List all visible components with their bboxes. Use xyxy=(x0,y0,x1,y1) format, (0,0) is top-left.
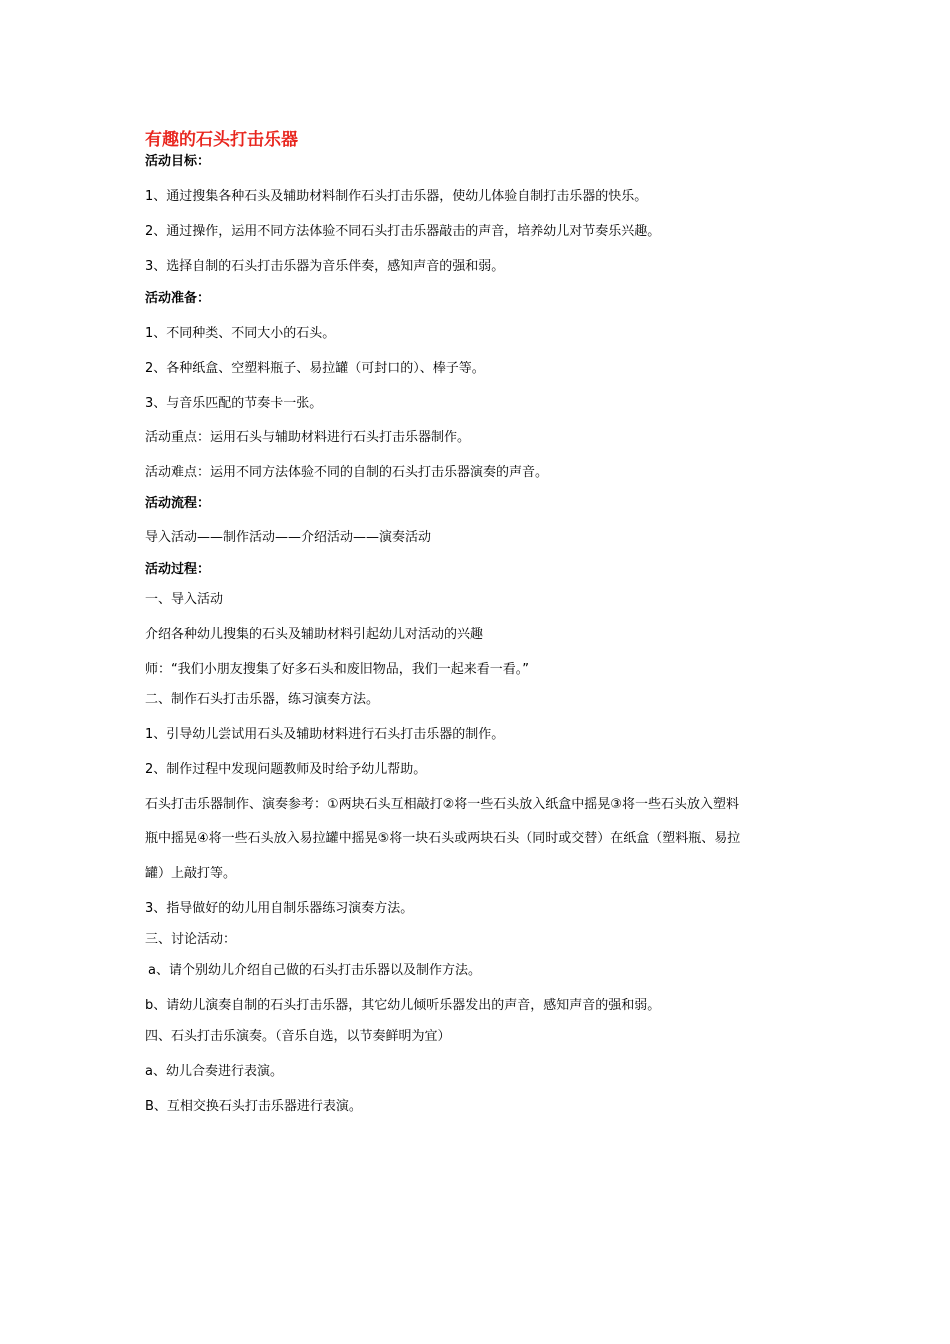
goal-3: 3、选择自制的石头打击乐器为音乐伴奏，感知声音的强和弱。 xyxy=(145,259,505,274)
section-2-reference-line-2: 瓶中摇晃④将一些石头放入易拉罐中摇晃⑤将一块石头或两块石头（同时或交替）在纸盒（塑料瓶、易拉 xyxy=(145,831,741,846)
section-2-item-1: 1、引导幼儿尝试用石头及辅助材料进行石头打击乐器的制作。 xyxy=(145,727,505,742)
section-4-item-b: B、互相交换石头打击乐器进行表演。 xyxy=(145,1099,362,1114)
heading-process: 活动过程： xyxy=(145,562,211,577)
difficult-point: 活动难点：运用不同方法体验不同的自制的石头打击乐器演奏的声音。 xyxy=(145,465,549,480)
key-point: 活动重点：运用石头与辅助材料进行石头打击乐器制作。 xyxy=(145,430,471,445)
section-1-quote: 师：“我们小朋友搜集了好多石头和废旧物品，我们一起来看一看。” xyxy=(145,662,529,677)
goal-1: 1、通过搜集各种石头及辅助材料制作石头打击乐器，使幼儿体验自制打击乐器的快乐。 xyxy=(145,189,648,204)
preparation-3: 3、与音乐匹配的节奏卡一张。 xyxy=(145,396,323,411)
section-1-text: 介绍各种幼儿搜集的石头及辅助材料引起幼儿对活动的兴趣 xyxy=(145,627,484,642)
preparation-1: 1、不同种类、不同大小的石头。 xyxy=(145,326,336,341)
section-1-heading: 一、导入活动 xyxy=(145,592,224,607)
heading-flow: 活动流程： xyxy=(145,496,211,511)
heading-goals: 活动目标： xyxy=(145,154,211,169)
preparation-2: 2、各种纸盒、空塑料瓶子、易拉罐（可封口的）、棒子等。 xyxy=(145,361,485,376)
section-2-heading: 二、制作石头打击乐器，练习演奏方法。 xyxy=(145,692,380,707)
section-3-item-a: a、请个别幼儿介绍自己做的石头打击乐器以及制作方法。 xyxy=(148,963,481,978)
flow-text: 导入活动——制作活动——介绍活动——演奏活动 xyxy=(145,530,432,545)
goal-2: 2、通过操作，运用不同方法体验不同石头打击乐器敲击的声音，培养幼儿对节奏乐兴趣。 xyxy=(145,224,661,239)
section-4-item-a: a、幼儿合奏进行表演。 xyxy=(145,1064,283,1079)
section-2-reference-line-1: 石头打击乐器制作、演奏参考：①两块石头互相敲打②将一些石头放入纸盒中摇晃③将一些石头放入塑料 xyxy=(145,797,739,812)
section-3-heading: 三、讨论活动： xyxy=(145,932,237,947)
section-4-heading: 四、石头打击乐演奏。（音乐自选，以节奏鲜明为宜） xyxy=(145,1029,451,1044)
heading-preparation: 活动准备： xyxy=(145,291,211,306)
section-3-item-b: b、请幼儿演奏自制的石头打击乐器，其它幼儿倾听乐器发出的声音，感知声音的强和弱。 xyxy=(145,998,661,1013)
section-2-reference-line-3: 罐）上敲打等。 xyxy=(145,866,237,881)
section-2-item-2: 2、制作过程中发现问题教师及时给予幼儿帮助。 xyxy=(145,762,427,777)
section-2-item-3: 3、指导做好的幼儿用自制乐器练习演奏方法。 xyxy=(145,901,414,916)
document-title: 有趣的石头打击乐器 xyxy=(145,130,298,150)
